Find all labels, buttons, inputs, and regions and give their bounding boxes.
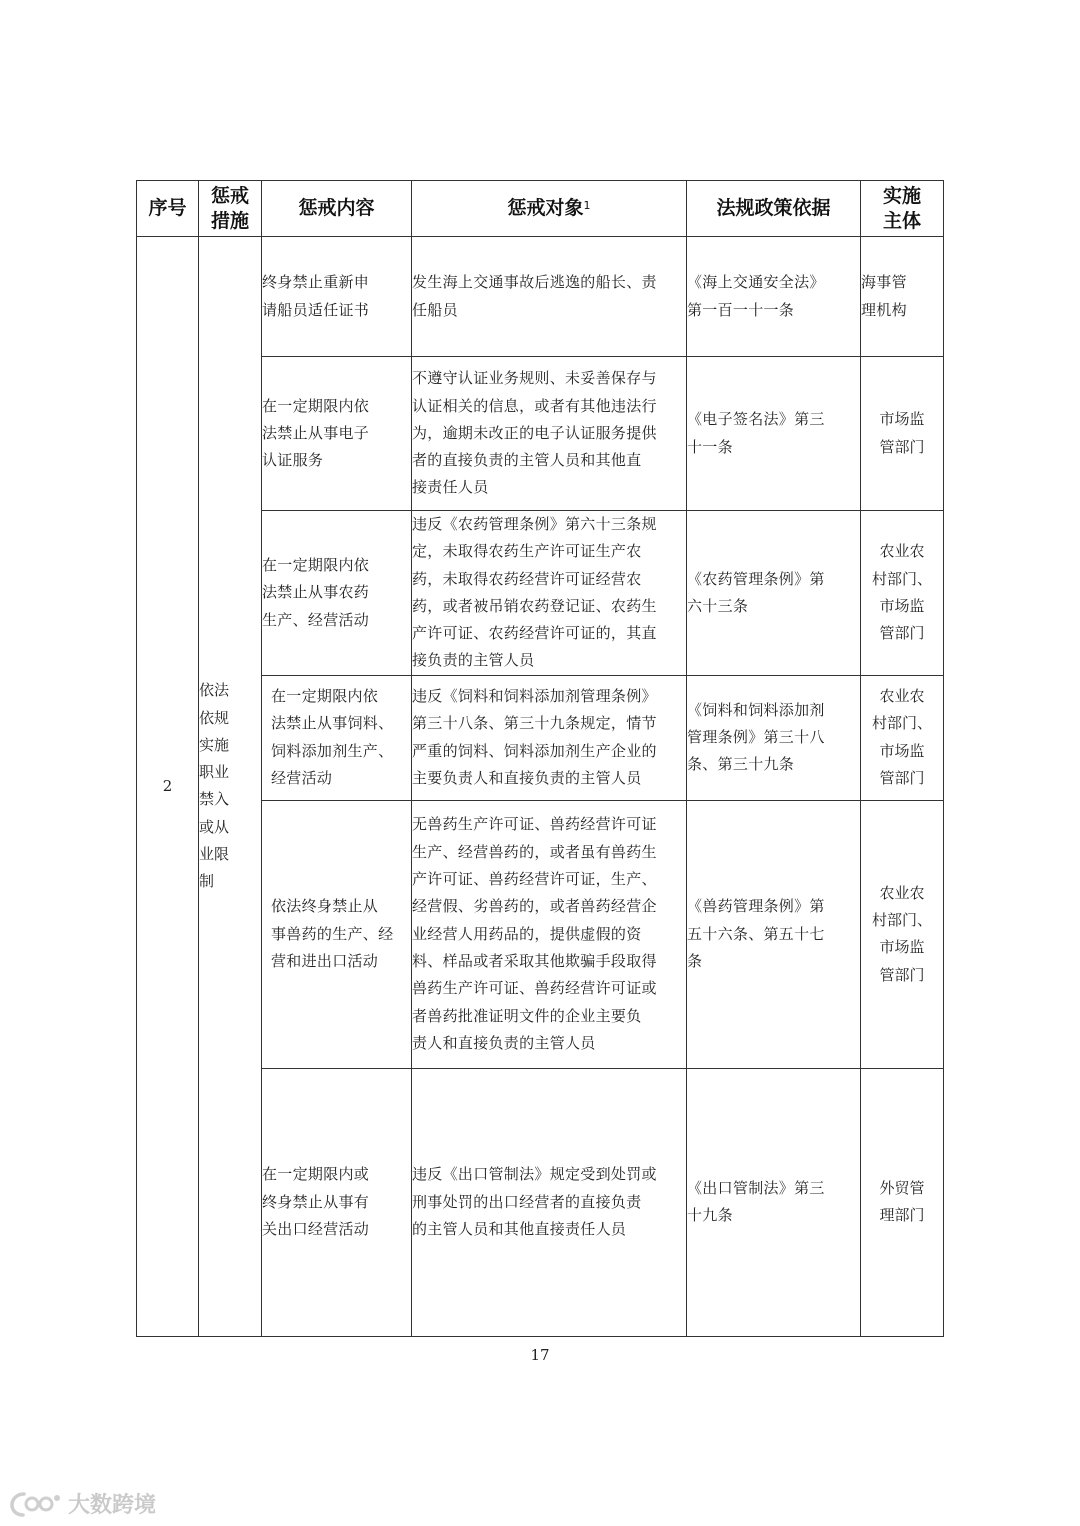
text-line: 接负责的主管人员 — [412, 651, 535, 670]
text-line: 农业农 — [879, 542, 925, 561]
text-line: 《海上交通安全法》 — [687, 273, 825, 292]
text-line: 事兽药的生产、经 — [271, 924, 394, 943]
text-line: 主要负责人和直接负责的主管人员 — [412, 769, 642, 788]
target-cell — [412, 675, 687, 800]
text-line: 经营活动 — [271, 769, 333, 788]
header-measure-line: 惩戒 — [210, 184, 249, 207]
content-cell — [262, 675, 412, 800]
text-line: 为，逾期未改正的电子认证服务提供 — [412, 423, 657, 442]
text-line: 关出口经营活动 — [262, 1219, 370, 1238]
header-content: 惩戒内容 — [262, 181, 412, 237]
text-line: 违反《出口管制法》规定受到处罚或 — [412, 1165, 657, 1184]
basis-cell — [687, 357, 861, 511]
basis-cell — [687, 237, 861, 357]
text-line: 市场监 — [879, 596, 925, 615]
measure-line: 或从 — [199, 817, 230, 836]
page-number: 17 — [530, 1346, 550, 1364]
measure-line: 依法 — [199, 681, 230, 700]
sanctions-table — [136, 180, 944, 1337]
text-line: 《饲料和饲料添加剂 — [687, 700, 825, 719]
content-cell — [262, 511, 412, 676]
header-target-label: 惩戒对象 — [507, 197, 584, 219]
header-basis: 法规政策依据 — [687, 181, 861, 237]
text-line: 定，未取得农药生产许可证生产农 — [412, 542, 642, 561]
text-line: 在一定期限内或 — [262, 1165, 370, 1184]
text-line: 村部门、 — [871, 569, 932, 588]
text-line: 经营假、劣兽药的，或者兽药经营企 — [412, 897, 657, 916]
text-line: 管部门 — [879, 769, 925, 788]
subject-cell — [861, 675, 944, 800]
text-line: 农业农 — [879, 687, 925, 706]
text-line: 法禁止从事农药 — [262, 583, 370, 602]
text-line: 者的直接负责的主管人员和其他直 — [412, 451, 642, 470]
text-line: 违反《饲料和饲料添加剂管理条例》 — [412, 687, 657, 706]
content-cell — [262, 237, 412, 357]
text-line: 饲料添加剂生产、 — [271, 741, 394, 760]
basis-cell — [687, 800, 861, 1068]
text-line: 终身禁止从事有 — [262, 1192, 370, 1211]
text-line: 产许可证、农药经营许可证的，其直 — [412, 624, 657, 643]
text-line: 发生海上交通事故后逃逸的船长、责 — [412, 273, 657, 292]
content-cell — [262, 1068, 412, 1336]
text-line: 业经营人用药品的，提供虚假的资 — [412, 924, 642, 943]
header-row — [137, 181, 944, 237]
text-line: 无兽药生产许可证、兽药经营许可证 — [412, 815, 657, 834]
basis-cell — [687, 511, 861, 676]
subject-cell — [861, 357, 944, 511]
content-cell — [262, 800, 412, 1068]
text-line: 接责任人员 — [412, 478, 489, 497]
text-line: 兽药生产许可证、兽药经营许可证或 — [412, 979, 657, 998]
text-line: 违反《农药管理条例》第六十三条规 — [412, 515, 657, 533]
text-line: 法禁止从事饲料、 — [271, 714, 394, 733]
measure-line: 依规 — [199, 708, 230, 727]
text-line: 责人和直接负责的主管人员 — [412, 1033, 596, 1052]
basis-cell — [687, 675, 861, 800]
text-line: 在一定期限内依 — [262, 555, 370, 574]
header-subject — [861, 181, 944, 237]
text-line: 管部门 — [879, 624, 925, 643]
text-line: 五十六条、第五十七 — [687, 924, 825, 943]
text-line: 法禁止从事电子 — [262, 423, 370, 442]
target-cell — [412, 1068, 687, 1336]
header-subject-line: 实施 — [882, 184, 921, 207]
text-line: 依法终身禁止从 — [271, 897, 379, 916]
text-line: 认证相关的信息，或者有其他违法行 — [412, 396, 657, 415]
header-measure — [199, 181, 262, 237]
target-cell — [412, 357, 687, 511]
text-line: 营和进出口活动 — [271, 951, 379, 970]
brand-logo-icon — [10, 1490, 62, 1518]
text-line: 市场监 — [879, 410, 925, 429]
subject-cell — [861, 1068, 944, 1336]
text-line: 者兽药批准证明文件的企业主要负 — [412, 1006, 642, 1025]
measure-line: 实施 — [199, 735, 230, 754]
text-line: 条 — [687, 951, 703, 970]
text-line: 村部门、 — [871, 910, 932, 929]
text-line: 料、样品或者采取其他欺骗手段取得 — [412, 951, 657, 970]
basis-cell — [687, 1068, 861, 1336]
text-line: 任船员 — [412, 300, 458, 319]
text-line: 海事管 — [861, 273, 907, 292]
text-line: 《出口管制法》第三 — [687, 1178, 825, 1197]
content-cell — [262, 357, 412, 511]
text-line: 管理条例》第三十八 — [687, 728, 825, 747]
text-line: 终身禁止重新申 — [262, 273, 370, 292]
target-cell — [412, 800, 687, 1068]
text-line: 严重的饲料、饲料添加剂生产企业的 — [412, 741, 657, 760]
header-subject-line: 主体 — [882, 209, 921, 232]
text-line: 《电子签名法》第三 — [687, 410, 825, 429]
target-cell — [412, 237, 687, 357]
text-line: 第一百一十一条 — [687, 300, 795, 319]
measure-line: 制 — [199, 872, 215, 891]
text-line: 六十三条 — [687, 596, 749, 615]
text-line: 在一定期限内依 — [262, 396, 370, 415]
text-line: 理机构 — [861, 300, 907, 319]
text-line: 市场监 — [879, 938, 925, 957]
table-row — [137, 237, 944, 357]
watermark — [10, 1488, 156, 1519]
text-line: 生产、经营兽药的，或者虽有兽药生 — [412, 842, 657, 861]
text-line: 药，或者被吊销农药登记证、农药生 — [412, 596, 657, 615]
text-line: 产许可证、兽药经营许可证，生产、 — [412, 870, 657, 889]
text-line: 药，未取得农药经营许可证经营农 — [412, 569, 642, 588]
header-target — [412, 181, 687, 237]
target-cell — [412, 511, 687, 676]
text-line: 村部门、 — [871, 714, 932, 733]
text-line: 理部门 — [879, 1206, 925, 1225]
text-line: 不遵守认证业务规则、未妥善保存与 — [412, 369, 657, 388]
footnote-marker: 1 — [583, 199, 591, 212]
text-line: 请船员适任证书 — [262, 300, 370, 319]
text-line: 管部门 — [879, 437, 925, 456]
text-line: 外贸管 — [879, 1178, 925, 1197]
group-seq: 2 — [137, 237, 199, 1337]
measure-line: 业限 — [199, 844, 230, 863]
text-line: 第三十八条、第三十九条规定，情节 — [412, 714, 657, 733]
subject-cell — [861, 237, 944, 357]
text-line: 刑事处罚的出口经营者的直接负责 — [412, 1192, 642, 1211]
subject-cell — [861, 800, 944, 1068]
group-measure — [199, 237, 262, 1337]
text-line: 管部门 — [879, 965, 925, 984]
text-line: 条、第三十九条 — [687, 755, 795, 774]
text-line: 市场监 — [879, 741, 925, 760]
measure-line: 禁入 — [199, 790, 230, 809]
subject-cell — [861, 511, 944, 676]
text-line: 的主管人员和其他直接责任人员 — [412, 1219, 627, 1238]
text-line: 农业农 — [879, 883, 925, 902]
text-line: 《农药管理条例》第 — [687, 569, 825, 588]
watermark-text: 大数跨境 — [68, 1493, 157, 1518]
text-line: 在一定期限内依 — [271, 687, 379, 706]
text-line: 认证服务 — [262, 451, 324, 470]
header-seq: 序号 — [137, 181, 199, 237]
text-line: 《兽药管理条例》第 — [687, 897, 825, 916]
text-line: 生产、经营活动 — [262, 610, 370, 629]
text-line: 十一条 — [687, 437, 733, 456]
header-measure-line: 措施 — [210, 209, 249, 232]
measure-line: 职业 — [199, 763, 230, 782]
text-line: 十九条 — [687, 1206, 733, 1225]
